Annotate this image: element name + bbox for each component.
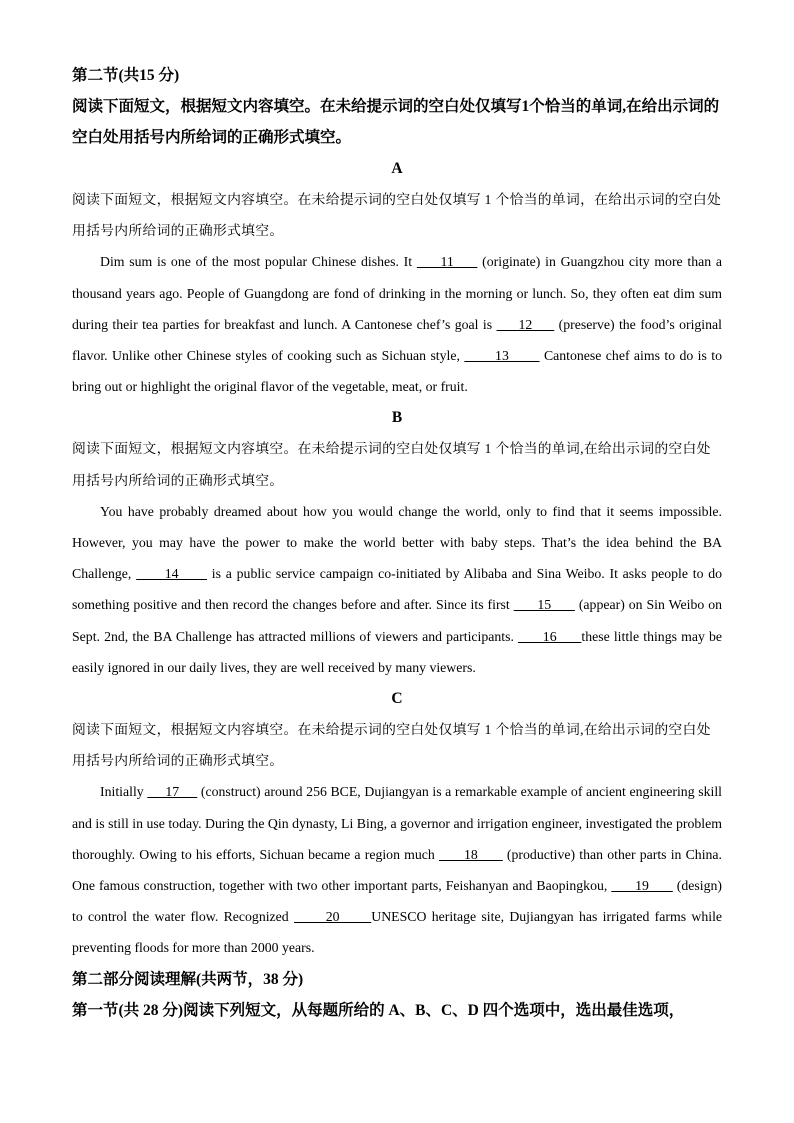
part2-title: 第二部分阅读理解(共两节，38 分) bbox=[72, 970, 304, 988]
answer-blank[interactable]: 19 bbox=[611, 878, 673, 894]
answer-blank[interactable]: 18 bbox=[438, 846, 503, 862]
answer-blank[interactable]: 17 bbox=[147, 784, 198, 800]
answer-blank[interactable]: 14 bbox=[136, 566, 208, 582]
passage-text: Cantonese chef aims to do is to bring out or highlight the original flavor of the vegetable, meat, or fruit. bbox=[72, 348, 722, 395]
answer-blank[interactable]: 16 bbox=[518, 628, 582, 644]
answer-blank[interactable]: 12 bbox=[496, 316, 555, 332]
answer-blank[interactable]: 15 bbox=[513, 597, 575, 613]
passage-text: (construct) around 256 BCE, Dujiangyan is a remarkable example of ancient engineering skill and is still in use today. During the Qin dynasty, Li Bing, a governor and irrigation engineer, investigated the problem thoroughly. Owing to his efforts, Sichuan became a region much bbox=[72, 784, 722, 862]
passage-text: UNESCO heritage site, Dujiangyan has irrigated farms while preventing floods for more than 2000 years. bbox=[72, 909, 723, 956]
passage-label: B bbox=[391, 409, 403, 427]
document-page bbox=[72, 60, 722, 1026]
passage-label: C bbox=[391, 690, 403, 708]
passage-text: these little things may be easily ignored in our daily lives, they are well received by many viewers. bbox=[72, 628, 723, 675]
passage-label: A bbox=[391, 160, 403, 177]
passage-text: is a public service campaign co-initiated by Alibaba and Sina Weibo. It asks people to do something positive and then record the changes before and after. Since its first bbox=[72, 566, 723, 613]
section-instructions: 阅读下面短文，根据短文内容填空。在未给提示词的空白处仅填写1个恰当的单词,在给出示词的空白处用括号内所给词的正确形式填空。 bbox=[72, 98, 720, 146]
passage-text: (productive) than other parts in China. One famous construction, together with two other important parts, Feishanyan and Baopingkou, bbox=[72, 846, 723, 894]
passage-body bbox=[72, 246, 722, 402]
passage-text: Dim sum is one of the most popular Chinese dishes. It bbox=[100, 254, 417, 270]
passage-text: (design) to control the water flow. Recognized bbox=[72, 878, 722, 925]
passage-body bbox=[72, 496, 722, 683]
passage-text: (appear) on Sin Weibo on Sept. 2nd, the BA Challenge has attracted millions of viewers and participants. bbox=[72, 597, 722, 644]
passage-instruction: 阅读下面短文，根据短文内容填空。在未给提示词的空白处仅填写 1 个恰当的单词，在给出示词的空白处用括号内所给词的正确形式填空。 bbox=[72, 192, 722, 239]
answer-blank[interactable]: 20 bbox=[294, 909, 372, 925]
passage-instruction: 阅读下面短文，根据短文内容填空。在未给提示词的空白处仅填写 1 个恰当的单词,在给出示词的空白处用括号内所给词的正确形式填空。 bbox=[72, 722, 711, 769]
passage-b bbox=[72, 402, 722, 683]
passage-instruction: 阅读下面短文，根据短文内容填空。在未给提示词的空白处仅填写 1 个恰当的单词,在给出示词的空白处用括号内所给词的正确形式填空。 bbox=[72, 441, 711, 488]
passage-c bbox=[72, 683, 722, 964]
part2-section1: 第一节(共 28 分)阅读下列短文，从每题所给的 A、B、C、D 四个选项中，选出最佳选项， bbox=[72, 1001, 685, 1019]
answer-blank[interactable]: 13 bbox=[464, 348, 540, 364]
passage-text: (preserve) the food’s original flavor. Unlike other Chinese styles of cooking such as Sichuan style, bbox=[72, 316, 722, 364]
passage-text: (originate) in Guangzhou city more than a thousand years ago. People of Guangdong are fond of drinking in the morning or lunch. So, they often eat dim sum during their tea parties for breakfast and lunch. A Cantonese chef’s goal is bbox=[72, 254, 723, 332]
passage-text: You have probably dreamed about how you would change the world, only to find that it seems impossible. However, you may have the power to make the world better with baby steps. That’s the idea behind the BA Challenge, bbox=[72, 503, 722, 582]
answer-blank[interactable]: 11 bbox=[416, 254, 478, 270]
passage-a bbox=[72, 153, 722, 402]
passage-body bbox=[72, 776, 722, 963]
section-title: 第二节(共15 分) bbox=[72, 67, 180, 84]
passage-text: Initially bbox=[100, 784, 148, 800]
